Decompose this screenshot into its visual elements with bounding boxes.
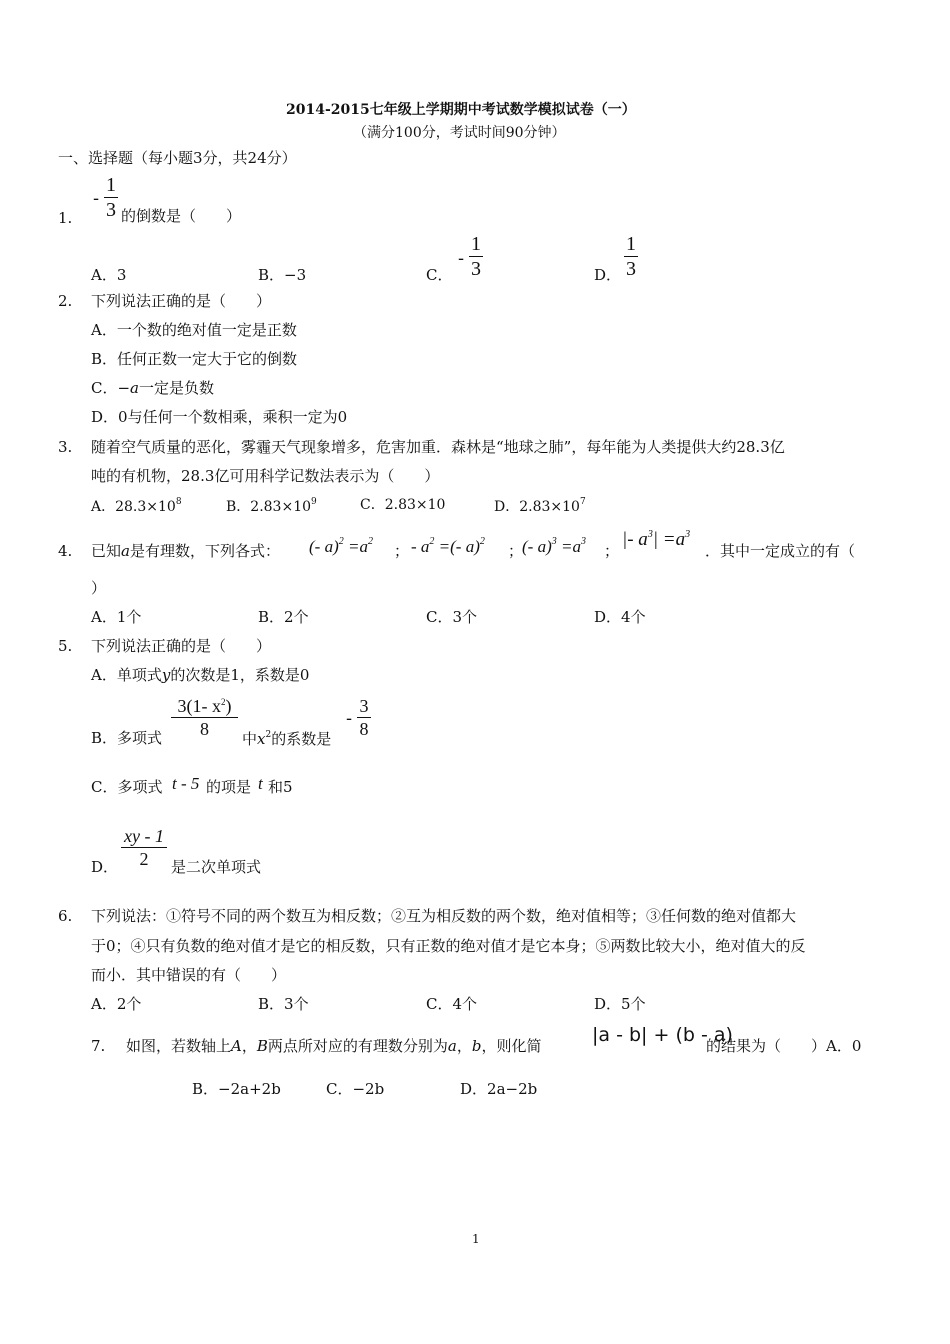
question-number: 7. — [91, 1037, 106, 1055]
question-stem: 的倒数是（ ） — [121, 207, 242, 225]
option-c[interactable]: C．−2b — [326, 1080, 385, 1098]
question-stem-line3: 而小．其中错误的有（ ） — [91, 966, 287, 984]
formula-3: (- $a)^3 =a^3$ — [522, 536, 586, 556]
option-c[interactable]: C． — [426, 266, 453, 284]
option-d[interactable]: D．0与任何一个数相乘，乘积一定为0 — [91, 408, 348, 426]
option-b[interactable]: B．−2a+2b — [192, 1080, 281, 1098]
minus-sign: - — [93, 188, 100, 209]
question-stem-line2: 吨的有机物，28.3亿可用科学记数法表示为（ ） — [91, 467, 440, 485]
option-a[interactable]: A．一个数的绝对值一定是正数 — [91, 321, 297, 339]
option-c[interactable]: C．4个 — [426, 995, 478, 1013]
separator: ； — [394, 542, 410, 560]
absolute-value-expression: |a - b| + (b - a) — [592, 1024, 733, 1046]
minus-sign: - — [458, 248, 465, 269]
question-stem-end: 的结果为（ ）A．0 — [706, 1037, 862, 1055]
option-c[interactable]: C．−a一定是负数 — [91, 379, 215, 397]
fraction-one-third: 1 3 — [106, 174, 116, 221]
separator: ； — [604, 542, 620, 560]
fraction-three-eighths: 3 8 — [357, 697, 371, 738]
option-d[interactable]: D．4个 — [594, 608, 646, 626]
polynomial-fraction: 3(1- $x^2$) 8 — [171, 697, 238, 738]
option-d-text: 是二次单项式 — [171, 858, 262, 876]
question-stem-line2: 于0；④只有负数的绝对值才是它的相反数，只有正数的绝对值才是它本身；⑤两数比较大小，绝对值大的反 — [91, 937, 806, 955]
question-stem-line1: 下列说法：①符号不同的两个数互为相反数；②互为相反数的两个数，绝对值相等；③任何数的绝对值都大 — [91, 907, 797, 925]
option-b[interactable]: B．任何正数一定大于它的倒数 — [91, 350, 298, 368]
paren-close: ） — [91, 579, 107, 597]
question-stem: 已知a是有理数，下列各式： — [91, 542, 280, 560]
option-b[interactable]: B．2个 — [258, 608, 309, 626]
fraction-one-third: 1 3 — [626, 233, 636, 280]
option-c-text: 的项是 — [206, 778, 252, 796]
option-c[interactable]: C．3个 — [426, 608, 478, 626]
option-a[interactable]: A．2个 — [91, 995, 142, 1013]
question-number: 6. — [58, 907, 73, 925]
formula-4: |- $a^3| =a^3$ — [622, 529, 691, 550]
option-a[interactable]: A．单项式y的次数是1，系数是0 — [91, 666, 310, 684]
option-b-text: 中$x^2$的系数是 — [242, 730, 332, 748]
fraction-one-third: 1 3 — [471, 233, 481, 280]
option-a[interactable]: A．3 — [91, 266, 127, 284]
option-a[interactable]: A．1个 — [91, 608, 142, 626]
page-number: 1 — [472, 1232, 480, 1246]
fraction-xy-minus-1-over-2: xy - 1 2 — [121, 827, 167, 868]
question-number: 4. — [58, 542, 73, 560]
option-d[interactable]: D． — [91, 858, 119, 876]
question-number: 5. — [58, 637, 73, 655]
option-d[interactable]: D．5个 — [594, 995, 646, 1013]
option-c-end: 和5 — [268, 778, 293, 796]
question-stem: 如图，若数轴上A，B两点所对应的有理数分别为a，b，则化简 — [126, 1037, 542, 1055]
polynomial-t-minus-5: t - 5 — [172, 774, 200, 793]
option-b[interactable]: B．3个 — [258, 995, 309, 1013]
question-stem-end: ．其中一定成立的有（ — [705, 542, 856, 560]
option-d[interactable]: D．$2.83\times 10^7$ — [494, 497, 586, 515]
term-t: t — [258, 774, 263, 793]
option-c[interactable]: C．多项式 — [91, 778, 163, 796]
question-number: 3. — [58, 438, 73, 456]
option-b[interactable]: B．多项式 — [91, 729, 163, 747]
question-stem: 下列说法正确的是（ ） — [91, 292, 272, 310]
section-heading: 一、选择题（每小题3分，共24分） — [58, 149, 297, 167]
option-c[interactable]: C．2.83×10 — [360, 497, 446, 513]
separator: ； — [508, 542, 524, 560]
formula-2: - $a^2$ =(- a)$^2$ — [411, 536, 485, 556]
option-b[interactable]: B．$2.83\times 10^9$ — [226, 497, 317, 515]
question-number: 1. — [58, 209, 73, 227]
option-d[interactable]: D． — [594, 266, 622, 284]
option-a[interactable]: A．$28.3\times 10^8$ — [91, 497, 182, 515]
minus-sign: - — [346, 708, 353, 729]
question-stem: 下列说法正确的是（ ） — [91, 637, 272, 655]
option-d[interactable]: D．2a−2b — [460, 1080, 538, 1098]
formula-1: (- $a)^2 =a^2$ — [309, 536, 373, 556]
question-number: 2. — [58, 292, 73, 310]
question-stem-line1: 随着空气质量的恶化，雾霾天气现象增多，危害加重．森林是“地球之肺”，每年能为人类提供大约28.3亿 — [91, 438, 785, 456]
exam-subtitle: （满分100分，考试时间90分钟） — [353, 125, 566, 141]
exam-title: 2014-2015七年级上学期期中考试数学模拟试卷（一） — [286, 102, 636, 118]
option-b[interactable]: B．−3 — [258, 266, 307, 284]
